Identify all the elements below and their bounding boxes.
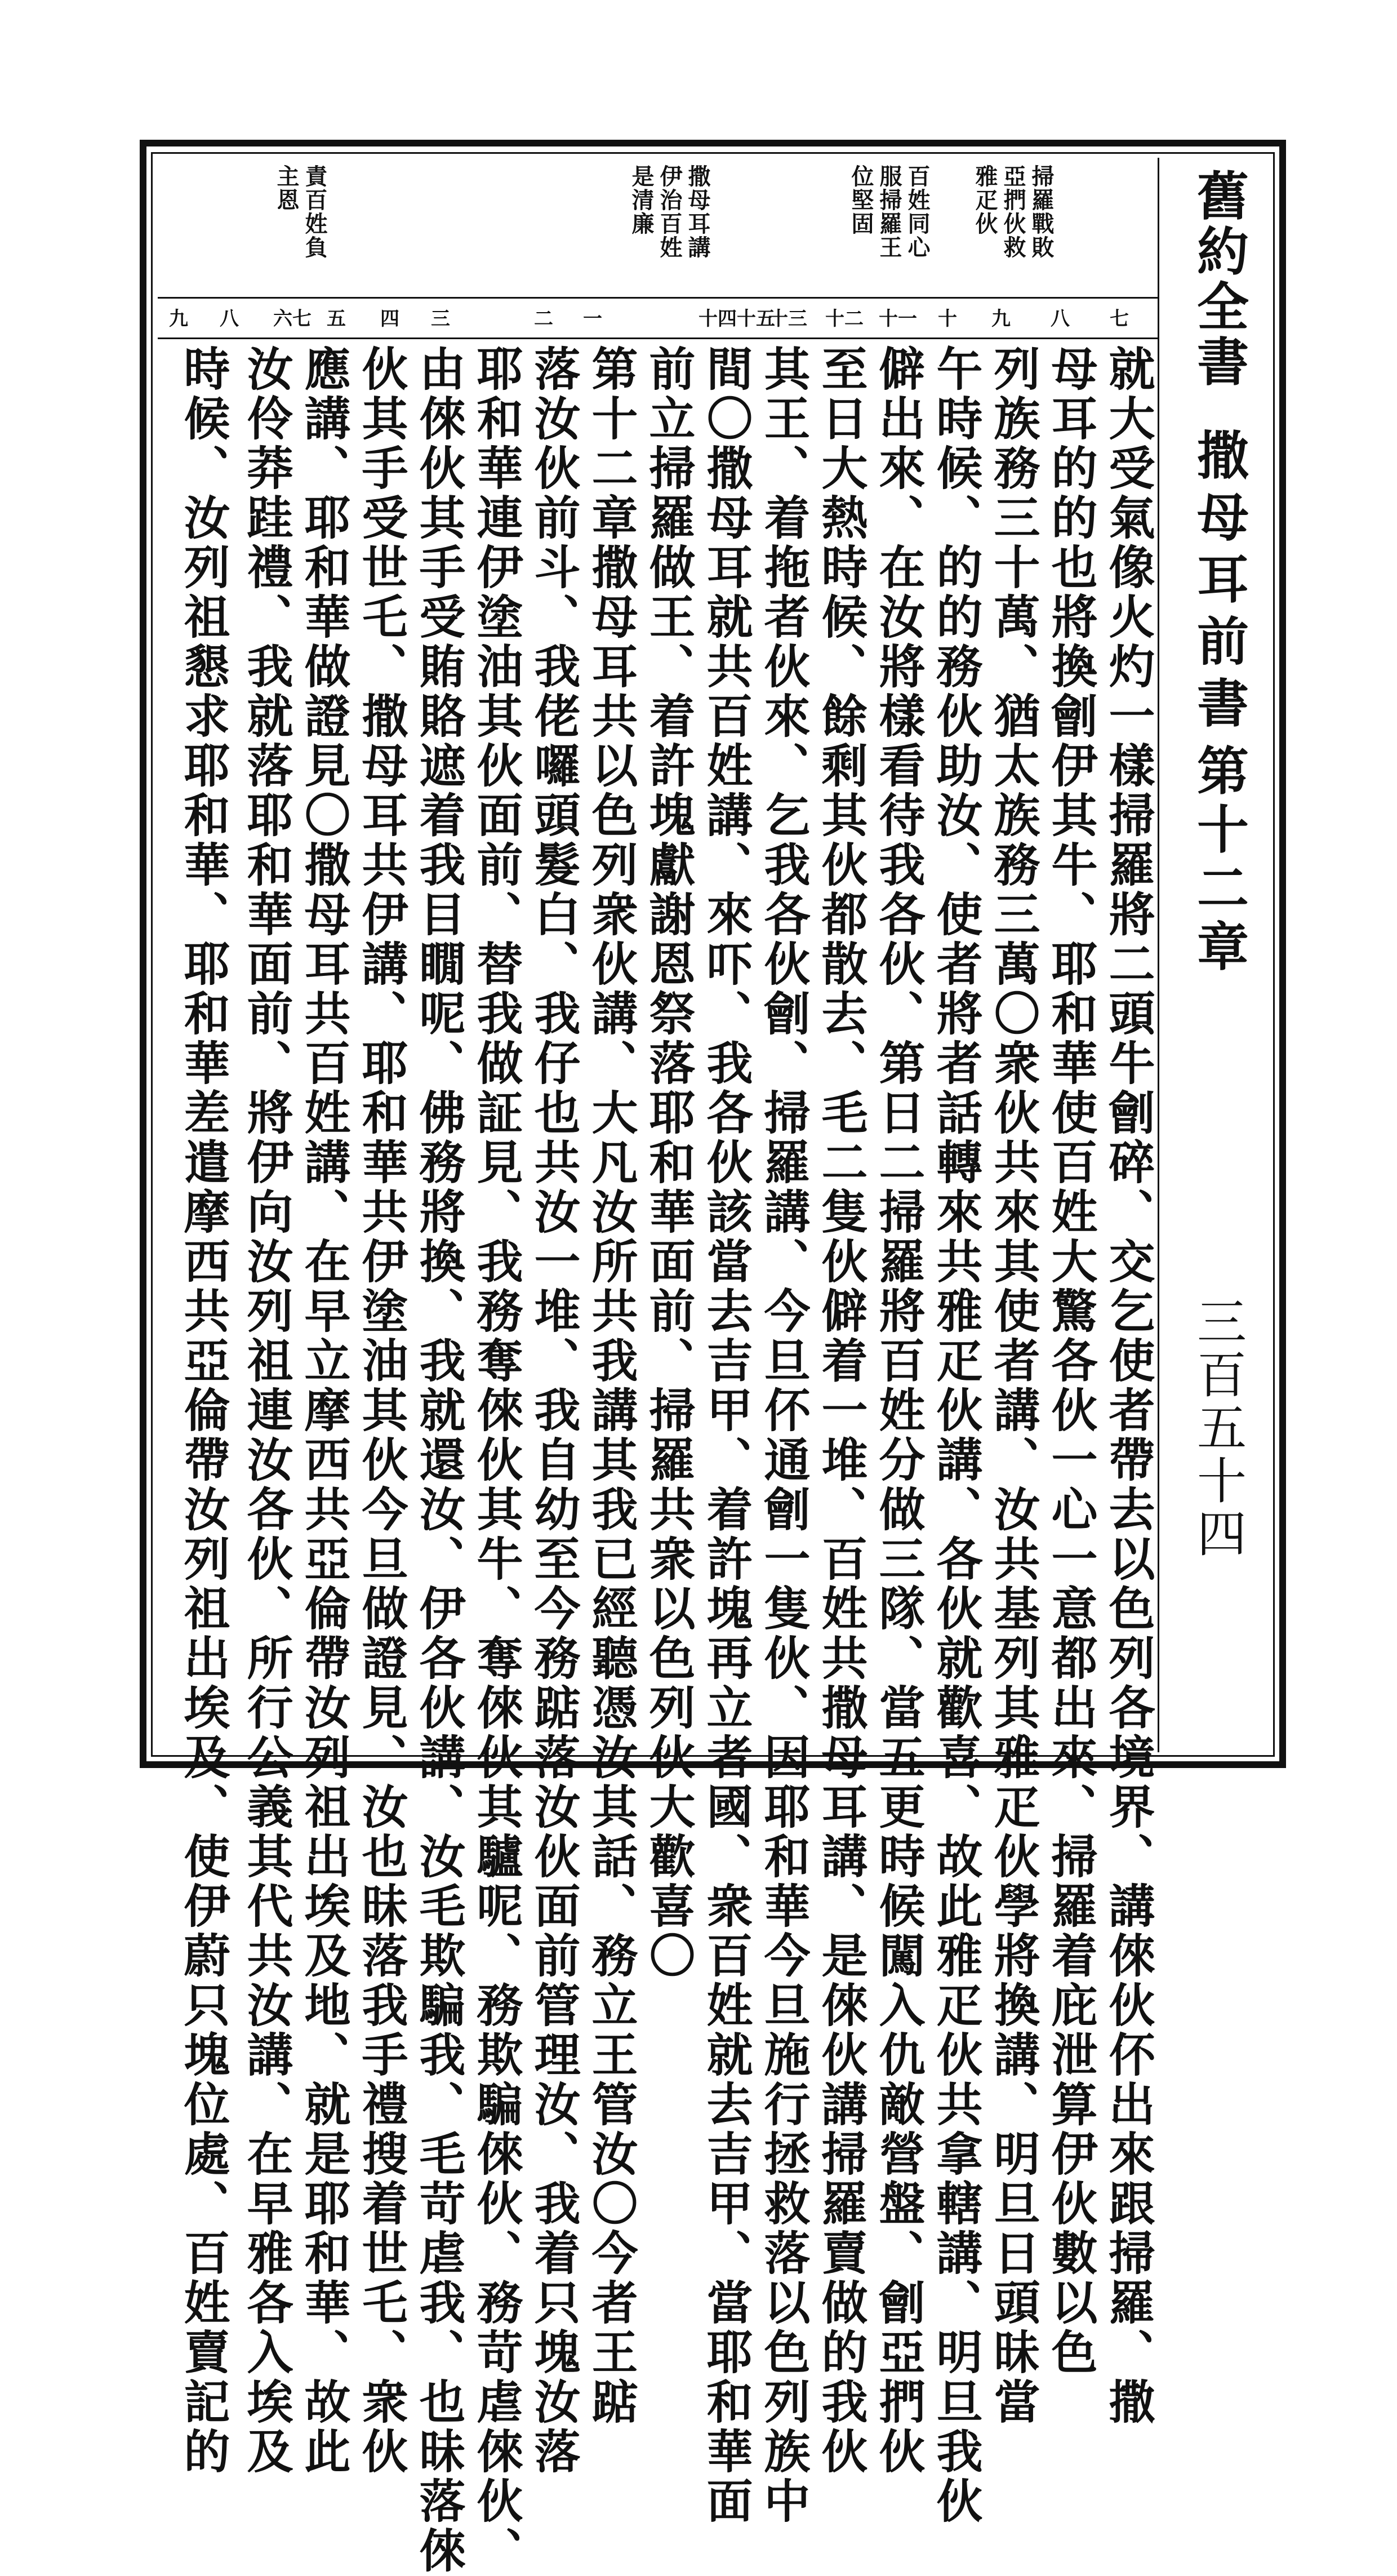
verse-number: 十 bbox=[938, 308, 957, 330]
gloss-line: 責百姓負 bbox=[301, 165, 328, 259]
text-column: 就大受氣像火灼一樣掃羅將二頭牛劊碎、交乞使者帶去以色列各境界、講倈伙伓出來跟掃羅、撒 bbox=[1101, 345, 1155, 2427]
gloss-line: 伊治百姓 bbox=[656, 165, 683, 259]
running-header bbox=[1158, 158, 1276, 1752]
gloss-line: 掃羅戰敗 bbox=[1028, 165, 1055, 259]
page-number: 三百五十四 bbox=[1189, 1296, 1247, 1561]
gloss-line: 亞捫伙救 bbox=[1000, 165, 1026, 259]
text-column: 時候、汝列祖懇求耶和華、耶和華差遣摩西共亞倫帶汝列祖出埃及、使伊蔚只塊位處、百姓賣記的 bbox=[176, 345, 230, 2477]
verse-number: 五 bbox=[327, 308, 346, 330]
verse-number: 三 bbox=[431, 308, 450, 330]
verse-number: 九 bbox=[169, 308, 188, 330]
chapter-label: 第十二章 bbox=[1189, 744, 1249, 978]
verse-number-band bbox=[158, 299, 1158, 339]
verse-number: 四 bbox=[380, 308, 399, 330]
text-column: 汝伶莽跬禮、我就落耶和華面前、將伊向汝列祖連汝各伙、所行公義其代共汝講、在早雅各入埃及 bbox=[239, 345, 293, 2477]
text-column: 其王、着拖者伙來、乞我各伙劊、掃羅講、今旦伓通劊一隻伙、因耶和華今旦施行拯救落以色列族中 bbox=[757, 345, 811, 2526]
text-column: 間〇撒母耳就共百姓講、來吓、我各伙該當去吉甲、着許塊再立者國、衆百姓就去吉甲、當耶和華面 bbox=[699, 345, 753, 2526]
gloss-line: 主恩 bbox=[273, 165, 300, 212]
verse-number: 一 bbox=[583, 308, 602, 330]
verse-number: 七 bbox=[1110, 308, 1129, 330]
text-column: 落汝伙前斗、我佬囉頭髮白、我仔也共汝一堆、我自幼至今務踮落汝伙面前管理汝、我着只塊汝落 bbox=[527, 345, 581, 2477]
verse-number: 八 bbox=[1051, 308, 1070, 330]
verse-number: 十二 bbox=[825, 308, 864, 330]
verse-number: 十四十五 bbox=[698, 308, 775, 330]
text-column: 前立掃羅做王、着許塊獻謝恩祭落耶和華面前、掃羅共衆以色列伙大歡喜〇 bbox=[642, 345, 696, 1981]
text-column: 僻出來、在汝將樣看待我各伙、第日二掃羅將百姓分做三隊、當五更時候闖入仇敵營盤、劊亞捫伙 bbox=[871, 345, 926, 2477]
gloss-line: 是清廉 bbox=[628, 165, 655, 236]
verse-number: 九 bbox=[991, 308, 1011, 330]
text-column: 母耳的的也將換劊伊其牛、耶和華使百姓大驚各伙一心一意都出來、掃羅着庇泄算伊伙數以色 bbox=[1044, 345, 1098, 2378]
text-column: 應講、耶和華做證見〇撒母耳共百姓講、在早立摩西共亞倫帶汝列祖出埃及地、就是耶和華、故此 bbox=[297, 345, 351, 2477]
gloss-line: 位堅固 bbox=[848, 165, 874, 236]
text-column: 第十二章撒母耳共以色列衆伙講、大凡汝所共我講其我已經聽憑汝其話、務立王管汝〇今者王踮 bbox=[584, 345, 638, 2427]
text-column: 伙其手受世乇、撒母耳共伊講、耶和華共伊塗油其伙今旦做證見、汝也昧落我手禮搜着世乇、衆伙 bbox=[354, 345, 408, 2477]
text-column: 耶和華連伊塗油其伙面前、替我做証見、我務奪倈伙其牛、奪倈伙其驢呢、務欺騙倈伙、務苛虐倈伙、 bbox=[469, 345, 523, 2576]
gloss-line: 服掃羅王 bbox=[876, 165, 902, 259]
verse-number: 八 bbox=[220, 308, 239, 330]
text-column: 列族務三十萬、猶太族務三萬〇衆伙共來其使者講、汝共基列其雅疋伙學將換講、明旦日頭昧當 bbox=[986, 345, 1040, 2427]
gloss-band bbox=[158, 158, 1158, 299]
text-column: 午時候、的的務伙助汝、使者將者話轉來共雅疋伙講、各伙就歡喜、故此雅疋伙共拿轄講、明旦我伙 bbox=[929, 345, 983, 2526]
verse-number: 二 bbox=[534, 308, 553, 330]
gloss-line: 雅疋伙 bbox=[972, 165, 998, 236]
text-column: 至日大熱時候、餘剩其伙都散去、毛二隻伙僻着一堆、百姓共撒母耳講、是倈伙講掃羅賣做的我伙 bbox=[814, 345, 868, 2477]
gloss-line: 撒母耳講 bbox=[684, 165, 711, 259]
verse-number: 十一 bbox=[879, 308, 917, 330]
book-title: 撒母耳前書 bbox=[1189, 428, 1249, 738]
collection-title: 舊約全書 bbox=[1189, 169, 1249, 390]
gloss-line: 百姓同心 bbox=[904, 165, 931, 259]
verse-number: 六七 bbox=[273, 308, 312, 330]
verse-number: 十三 bbox=[769, 308, 807, 330]
text-column: 由倈伙其手受賄賂遮着我目瞯呢、佛務將換、我就還汝、伊各伙講、汝毛欺騙我、毛苛虐我、也昧落倈 bbox=[412, 345, 466, 2576]
